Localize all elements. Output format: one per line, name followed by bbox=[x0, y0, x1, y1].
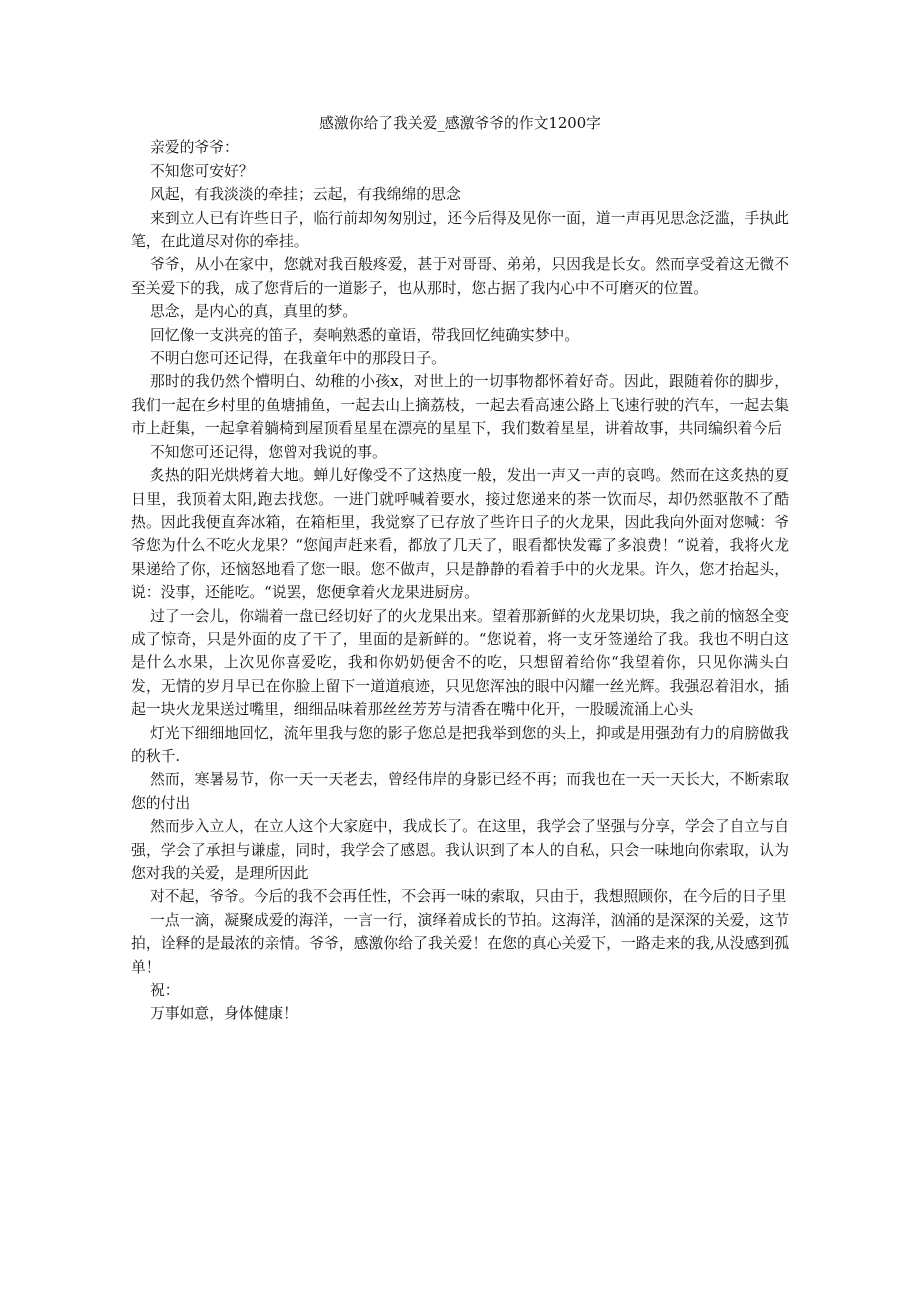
paragraph-blessing: 万事如意，身体健康！ bbox=[150, 1005, 298, 1023]
paragraph: 思念，是内心的真，真里的梦。 bbox=[150, 303, 358, 321]
paragraph: 回忆像一支洪亮的笛子，奏响熟悉的童语，带我回忆纯确实梦中。 bbox=[150, 326, 580, 344]
paragraph: 然而步入立人，在立人这个大家庭中，我成长了。在这里，我学会了坚强与分享，学会了自立与自强，学会了承担与谦虚，同时，我学会了感恩。我认识到了本人的自私，只会一味地向你索取，认为您对我的关爱，是理所因此 bbox=[131, 818, 789, 882]
paragraph: 一点一滴，凝聚成爱的海洋，一言一行，演绎着成长的节拍。这海洋，汹涌的是深深的关爱，这节拍，诠释的是最浓的亲情。爷爷，感激你给了我关爱！在您的真心关爱下，一路走来的我,从没感到孤单！ bbox=[131, 911, 789, 976]
paragraph: 不明白您可还记得，在我童年中的那段日子。 bbox=[150, 350, 446, 368]
paragraph-salutation: 亲爱的爷爷： bbox=[150, 139, 239, 157]
paragraph: 对不起，爷爷。今后的我不会再任性，不会再一味的索取，只由于，我想照顾你，在今后的日子里 bbox=[150, 888, 787, 906]
paragraph: 来到立人已有许些日子，临行前却匆匆别过，还今后得及见你一面，道一声再见思念泛滥，手执此笔，在此道尽对你的牵挂。 bbox=[131, 209, 789, 251]
document-title: 感激你给了我关爱_感激爷爷的作文1200字 bbox=[319, 115, 601, 132]
paragraph: 然而，寒暑易节，你一天一天老去，曾经伟岸的身影已经不再；而我也在一天一天长大，不断索取您的付出 bbox=[131, 771, 789, 812]
paragraph: 爷爷，从小在家中，您就对我百般疼爱，甚于对哥哥、弟弟，只因我是长女。然而享受着这无微不至关爱下的我，成了您背后的一道影子，也从那时，您占据了我内心中不可磨灭的位置。 bbox=[131, 256, 789, 297]
paragraph: 炙热的阳光烘烤着大地。蝉儿好像受不了这热度一般，发出一声又一声的哀鸣。然而在这炙热的夏日里，我顶着太阳,跑去找您。一进门就呼喊着要水，接过您递来的茶一饮而尽，却仍然驱散不了酷热。因此我便直奔冰箱，在箱柜里，我觉察了已存放了些许日子的火龙果，因此我向外面对您喊：爷爷您为什么不吃火龙果？“您闻声赶来看，都放了几天了，眼看都快发霉了多浪费！“说着，我将火龙果递给了你，还恼怒地看了您一眼。您不做声，只是静静的看着手中的火龙果。许久，您才抬起头，说：没事，还能吃。“说罢，您便拿着火龙果进厨房。 bbox=[131, 467, 789, 602]
paragraph-greeting: 不知您可安好？ bbox=[150, 162, 254, 180]
paragraph: 过了一会儿，你端着一盘已经切好了的火龙果出来。望着那新鲜的火龙果切块，我之前的恼怒全变成了惊奇，只是外面的皮了干了，里面的是新鲜的。“您说着，将一支牙签递给了我。我也不明白这是什么水果，上次见你喜爱吃，我和你奶奶便舍不的吃，只想留着给你“我望着你，只见你满头白发，无情的岁月早已在你脸上留下一道道痕迹，只见您浑浊的眼中闪耀一丝光辉。我强忍着泪水，插起一块火龙果送过嘴里，细细品味着那丝丝芳芳与清香在嘴中化开，一股暖流涌上心头 bbox=[131, 607, 789, 719]
paragraph: 灯光下细细地回忆，流年里我与您的影子您总是把我举到您的头上，抑或是用强劲有力的肩膀做我的秋千. bbox=[131, 724, 789, 765]
paragraph: 风起，有我淡淡的牵挂；云起，有我绵绵的思念 bbox=[150, 186, 461, 204]
paragraph: 那时的我仍然个懵明白、幼稚的小孩x，对世上的一切事物都怀着好奇。因此，跟随着你的脚步，我们一起在乡村里的鱼塘捕鱼，一起去山上摘荔枝，一起去看高速公路上飞速行驶的汽车，一起去集市上赶集，一起拿着躺椅到屋顶看星星在漂亮的星星下，我们数着星星，讲着故事，共同编织着今后 bbox=[131, 373, 789, 438]
paragraph: 不知您可还记得，您曾对我说的事。 bbox=[150, 443, 387, 461]
paragraph-closing: 祝： bbox=[150, 982, 180, 1000]
document-page bbox=[131, 112, 789, 1026]
